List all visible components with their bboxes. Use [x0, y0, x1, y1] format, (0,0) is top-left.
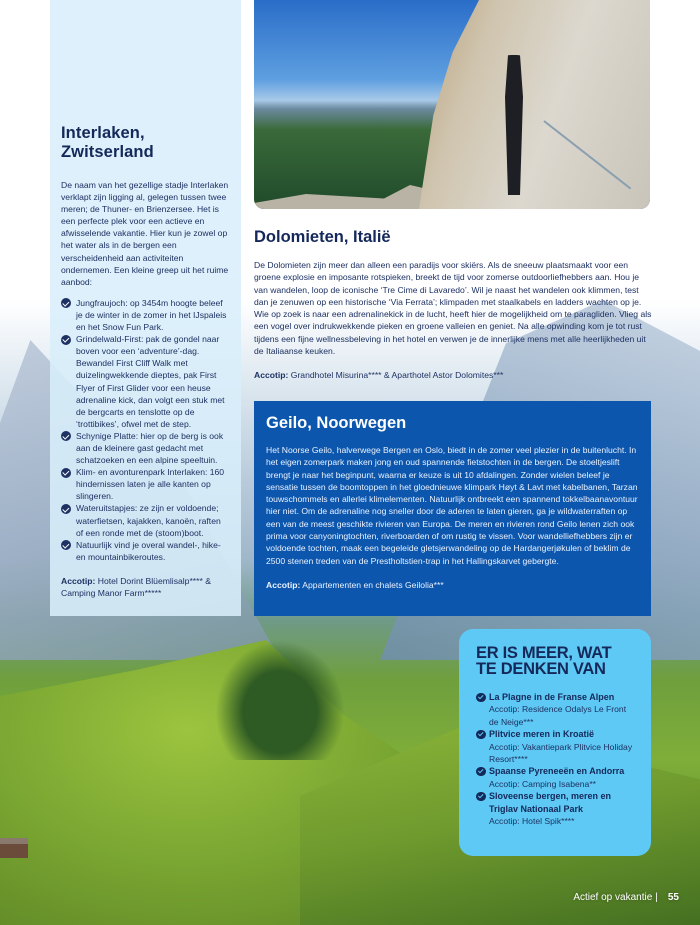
title-line: ER IS MEER, WAT [476, 644, 612, 662]
list-item [61, 430, 230, 466]
destination-accotip: Accotip: Vakantiepark Plitvice Holiday Resort**** [489, 741, 633, 765]
list-item [61, 333, 230, 430]
check-circle-icon [61, 298, 71, 308]
accotip-text: Grandhotel Misurina**** & Aparthotel Astor Dolomites*** [288, 370, 504, 381]
accotip-text: Appartementen en chalets Geilolia*** [300, 579, 444, 590]
list-item [476, 691, 636, 728]
list-item [61, 502, 230, 538]
destination-name: Sloveense bergen, meren en Triglav Nationaal Park [489, 791, 612, 814]
title-line: TE DENKEN VAN [476, 660, 606, 678]
destination-accotip: Accotip: Residence Odalys Le Front de Neige*** [489, 704, 627, 727]
geilo-body: Het Noorse Geilo, halverwege Bergen en Oslo, biedt in de zomer veel plezier in de buitenlucht. In het eigen zomerpark maken jong en oud spannende fietstochten in de bergen. De stoeltjeslift brengt je naar het beginpunt, waarna er keuze is uit 10 afdalingen. Zonder wielen beleef je sensatie tussen de boomtoppen in het gloednieuwe klimpark Høyt & Lavt met kabelbanen, Tarzan touwschommels en allerlei klimelementen. Natuurlijk ontbreekt een spannend tokkelbaanavontuur hier niet. Om de adrenaline nog sneller door de aderen te laten gieren, ga je wildwaterraften op een van de meest geschikte rivieren van Europa. De meren en rivieren rond Geilo lenen zich ook prima voor canyoningtochten, riverboarden of om rustig te vissen. Voor wandelliefhebbers zijn er voldoende tochten, maak een begeleide gletsjerwandeling op de Hardangerjøkulen of beklim de 2500 stenen treden van de Prestholtstien-trap in het Hallingskarvet gebergte. [266, 445, 638, 566]
destination-accotip: Accotip: Hotel Spik**** [489, 816, 575, 827]
check-circle-icon [61, 504, 71, 514]
title-line: Zwitserland [61, 143, 154, 161]
list-item [476, 728, 636, 765]
check-circle-icon [476, 767, 486, 777]
accotip-label: Accotip: [266, 579, 301, 590]
list-item [61, 539, 230, 563]
list-item [61, 466, 230, 502]
check-circle-icon [61, 431, 71, 441]
page-footer [573, 892, 679, 903]
check-circle-icon [476, 693, 486, 703]
geilo-box [254, 401, 651, 616]
destination-accotip: Accotip: Camping Isabena** [489, 778, 597, 789]
check-circle-icon [61, 540, 71, 550]
check-circle-icon [61, 468, 71, 478]
destination-name: Spaanse Pyreneeën en Andorra [489, 766, 625, 777]
destination-name: Plitvice meren in Kroatië [489, 729, 595, 740]
interlaken-activity-list [61, 297, 230, 563]
page-number: 55 [667, 892, 679, 903]
dolomieten-accotip [254, 369, 654, 381]
dolomieten-section [254, 227, 654, 382]
tree-cluster [215, 640, 345, 760]
footer-separator: | [655, 892, 658, 903]
check-circle-icon [61, 335, 71, 345]
dolomieten-body: De Dolomieten zijn meer dan alleen een paradijs voor skiërs. Als de sneeuw plaatsmaakt voor een groene explosie en imposante rotspieken, breekt de tijd voor zomerse outdoorliefhebbers aan. Hou je van wandelen, loop de iconische ‘Tre Cime di Lavaredo’. Wil je naast het wandelen ook klimmen, test dan je zenuwen op een historische ‘Via Ferrata’; klimpaden met staalkabels en ladders wachten op je. Wie op zoek is naar een adrenalinekick in de lucht, heeft hier de mogelijkheid om te paragliden. Vlieg als een vogel over indrukwekkende pieken en groene valleien en geniet. Na alle opwinding kom je tot rust tijdens een fijne wellnessbeleving in het hotel en verwen je de innerlijke mens met alle heerlijkheden uit de Italiaanse keuken. [254, 260, 652, 357]
accotip-label: Accotip: [61, 575, 96, 586]
list-item-text: Jungfraujoch: op 3454m hoogte beleef je de winter in de zomer in het IJspaleis en het Snow Fun Park. [76, 297, 227, 333]
more-destinations-title [476, 645, 636, 677]
list-item-text: Grindelwald-First: pak de gondel naar boven voor een ‘adventure’-dag. Bewandel First Cliff Walk met duizelingwekkende dieptes, pak First Flyer of First Glider voor een heuse adrenaline kick, dan volgt een stuk met de bergcarts en tenslotte op de ‘trottibikes’, ofwel met de step. [76, 334, 225, 429]
dolomieten-title: Dolomieten, Italië [254, 228, 391, 246]
list-item-text: Wateruitstapjes: ze zijn er voldoende; waterfietsen, kajakken, kanoën, raften of een ronde met de (stoom)boot. [76, 503, 221, 538]
geilo-title: Geilo, Noorwegen [266, 414, 407, 432]
list-item [476, 790, 636, 827]
list-item-text: Schynige Platte: hier op de berg is ook aan de kleinere gast gedacht met schatzoeken en een alpine speeltuin. [76, 430, 224, 466]
alpine-hut [0, 838, 28, 858]
list-item-text: Natuurlijk vind je overal wandel-, hike- en mountainbikeroutes. [76, 539, 221, 562]
check-circle-icon [476, 792, 486, 802]
accotip-text: Hotel Dorint Blüemlisalp**** & Camping Manor Farm***** [61, 575, 211, 598]
more-destinations-list [476, 691, 636, 827]
interlaken-intro: De naam van het gezellige stadje Interlaken verklapt zijn ligging al, gelegen tussen twee meren; de Thuner- en Brienzersee. Het is een perfecte plek voor een actieve en afwisselende vakantie. Hier kun je zowel op het water als in de bergen een verscheidenheid aan activiteiten ondernemen. Een kleine greep uit het ruime aanbod: [61, 180, 229, 287]
check-circle-icon [476, 730, 486, 740]
interlaken-panel [50, 0, 241, 616]
interlaken-accotip [61, 575, 230, 599]
interlaken-title [61, 124, 230, 162]
list-item-text: Klim- en avonturenpark Interlaken: 160 hindernissen laten je alle kanten op slingeren. [76, 467, 225, 502]
more-destinations-box [459, 629, 651, 856]
geilo-accotip [266, 579, 639, 591]
list-item [61, 297, 230, 333]
dolomites-climber-photo [254, 0, 650, 209]
accotip-label: Accotip: [254, 370, 289, 381]
destination-name: La Plagne in de Franse Alpen [489, 692, 615, 702]
section-name: Actief op vakantie [573, 892, 653, 903]
title-line: Interlaken, [61, 124, 145, 142]
list-item [476, 765, 636, 790]
